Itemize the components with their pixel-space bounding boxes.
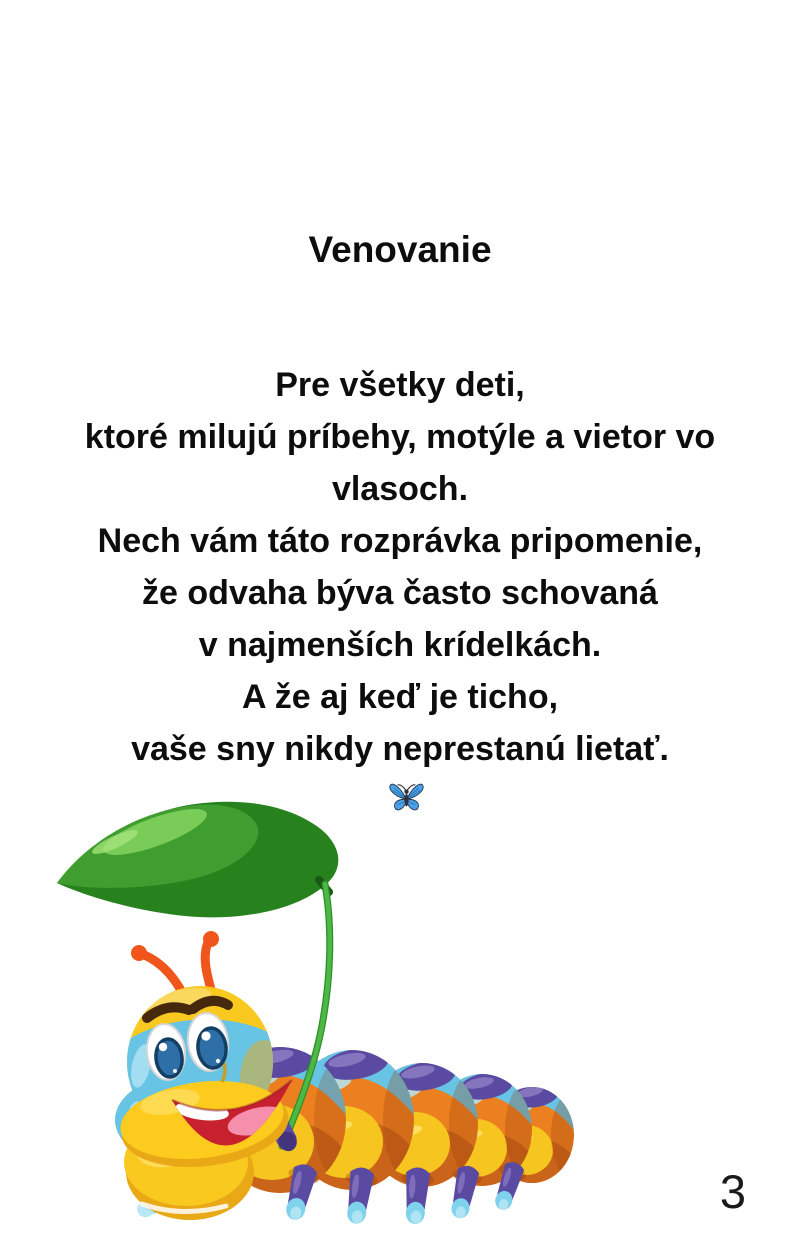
page-number: 3 [719,1165,746,1218]
dedication-text [0,359,800,775]
dedication-line: Pre všetky deti, [275,366,525,404]
caterpillar-head [116,931,293,1176]
dedication-line: A že aj keď je ticho, [241,678,559,716]
dedication-line: vlasoch. [331,470,469,508]
dedication-line: že odvaha býva často schovaná [142,574,658,612]
leaf [57,800,338,917]
caterpillar-illustration [30,780,590,1250]
dedication-line: ktoré milujú príbehy, motýle a vietor vo [84,418,716,456]
dedication-line: Nech vám táto rozprávka pripomenie, [97,522,703,560]
dedication-line: v najmenších krídelkách. [198,626,602,664]
dedication-line: vaše sny nikdy neprestanú lietať. [131,730,669,768]
caterpillar-leg [399,1166,435,1225]
page-title: Venovanie [308,228,492,270]
